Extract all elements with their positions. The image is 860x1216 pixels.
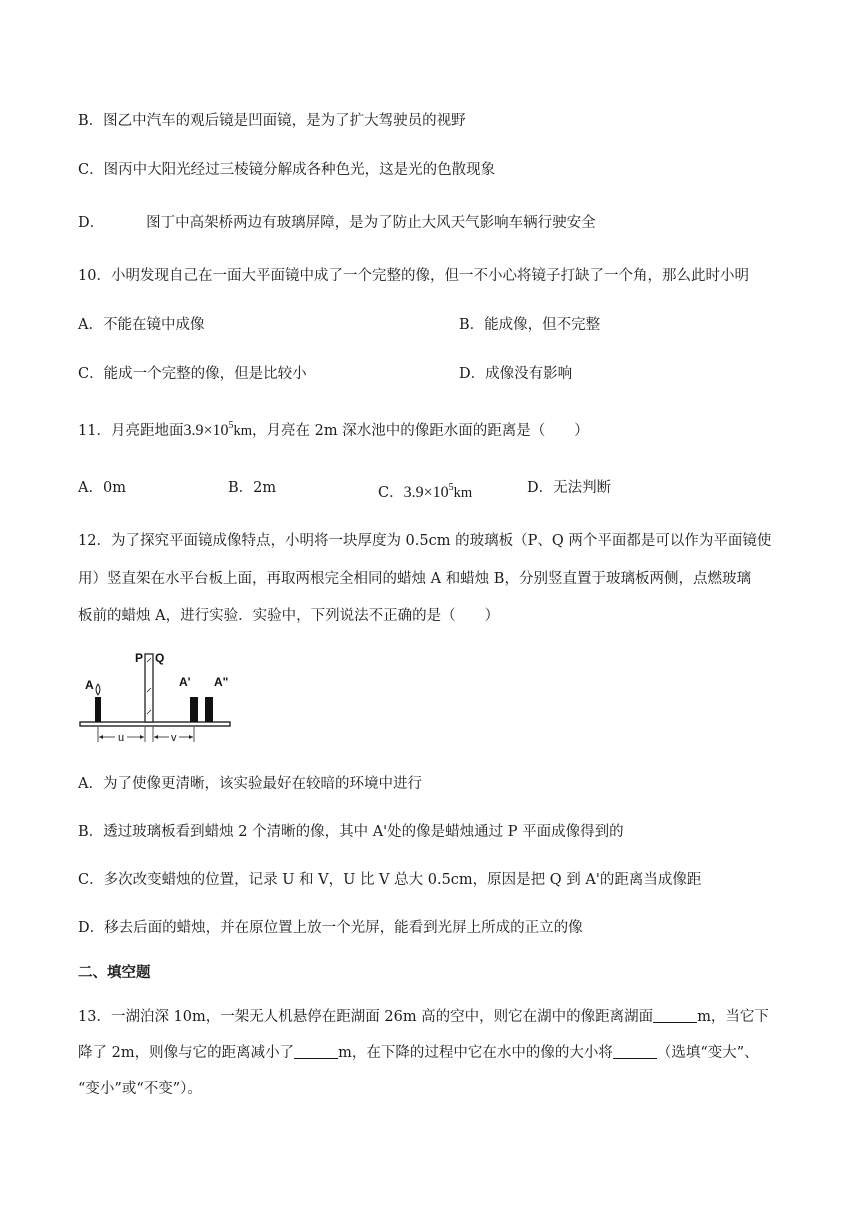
q9-option-d-letter: D． xyxy=(78,215,105,231)
q12-option-d: D．移去后面的蜡烛，并在原位置上放一个光屏，能看到光屏上所成的正立的像 xyxy=(78,920,583,936)
q11-option-d: D．无法判断 xyxy=(527,480,612,496)
q11-stem-post: ，月亮在 2m 深水池中的像距水面的距离是（ ） xyxy=(252,423,589,439)
candle-a-prime xyxy=(190,697,198,722)
q12-stem-line3: 板前的蜡烛 A，进行实验．实验中，下列说法不正确的是（ ） xyxy=(78,608,500,624)
q10-option-a: A．不能在镜中成像 xyxy=(78,317,205,333)
q11-distance-math: $3.9\times 10^5$ xyxy=(183,420,234,439)
q10-option-b: B．能成像，但不完整 xyxy=(459,317,601,333)
q9-option-d xyxy=(78,213,596,233)
answer-blank-2[interactable] xyxy=(294,1044,338,1059)
q10-option-c: C．能成一个完整的像，但是比较小 xyxy=(78,366,307,382)
q11-distance-unit: km xyxy=(233,423,253,439)
flame-icon xyxy=(96,684,100,695)
q11-option-a: A．0m xyxy=(78,480,126,496)
label-a-prime: A' xyxy=(179,675,191,689)
q12-option-a: A．为了使像更清晰，该实验最好在较暗的环境中进行 xyxy=(78,776,422,792)
q13-line3: “变小”或“不变”）。 xyxy=(78,1081,202,1097)
candle-a xyxy=(95,697,101,722)
label-u: u xyxy=(118,732,125,743)
label-v: v xyxy=(171,732,177,743)
label-a: A xyxy=(85,678,94,692)
label-a-double-prime: A" xyxy=(214,675,229,689)
q10-option-d: D．成像没有影响 xyxy=(459,366,573,382)
answer-blank-3[interactable] xyxy=(613,1044,657,1059)
q9-option-c: C．图丙中大阳光经过三棱镜分解成各种色光，这是光的色散现象 xyxy=(78,162,496,178)
q11-option-b: B．2m xyxy=(228,480,277,496)
q12-option-c: C．多次改变蜡烛的位置，记录 U 和 V，U 比 V 总大 0.5cm，原因是把 Q 到 A'的距离当成像距 xyxy=(78,872,702,888)
q12-option-b: B．透过玻璃板看到蜡烛 2 个清晰的像，其中 A'处的像是蜡烛通过 P 平面成像得到的 xyxy=(78,824,624,840)
q11-option-c: C．$3.9\times 10^5km$ xyxy=(378,482,473,501)
q13-line2: 降了 2m，则像与它的距离减小了 m，在下降的过程中它在水中的像的大小将 （选填“变大”、 xyxy=(78,1045,759,1061)
q10-stem: 10．小明发现自己在一面大平面镜中成了一个完整的像，但一不小心将镜子打缺了一个角，那么此时小明 xyxy=(78,268,749,284)
section-heading: 二、填空题 xyxy=(78,965,151,981)
q12-stem-line1: 12．为了探究平面镜成像特点，小明将一块厚度为 0.5cm 的玻璃板（P、Q 两个平面都是可以作为平面镜使 xyxy=(78,533,772,549)
plane-mirror-experiment-figure xyxy=(78,648,238,743)
q12-stem-line2: 用）竖直架在水平台板上面，再取两根完全相同的蜡烛 A 和蜡烛 B，分别竖直置于玻璃板两侧，点燃玻璃 xyxy=(78,571,751,587)
q11-option-c-math: $3.9\times 10^5$ xyxy=(403,482,454,501)
q11-stem-pre: 11．月亮距地面 xyxy=(78,423,184,439)
q9-option-b: B．图乙中汽车的观后镜是凹面镜，是为了扩大驾驶员的视野 xyxy=(78,113,466,129)
answer-blank-1[interactable] xyxy=(653,1008,697,1023)
label-p: P xyxy=(135,651,144,665)
label-q: Q xyxy=(155,651,165,665)
table-board xyxy=(80,722,230,726)
q13-line1: 13．一湖泊深 10m，一架无人机悬停在距湖面 26m 高的空中，则它在湖中的像距离湖面 m，当它下 xyxy=(78,1009,769,1025)
candle-a-double-prime xyxy=(205,697,213,722)
q9-option-d-text: 图丁中高架桥两边有玻璃屏障，是为了防止大风天气影响车辆行驶安全 xyxy=(146,215,596,231)
q11-stem xyxy=(78,416,589,441)
